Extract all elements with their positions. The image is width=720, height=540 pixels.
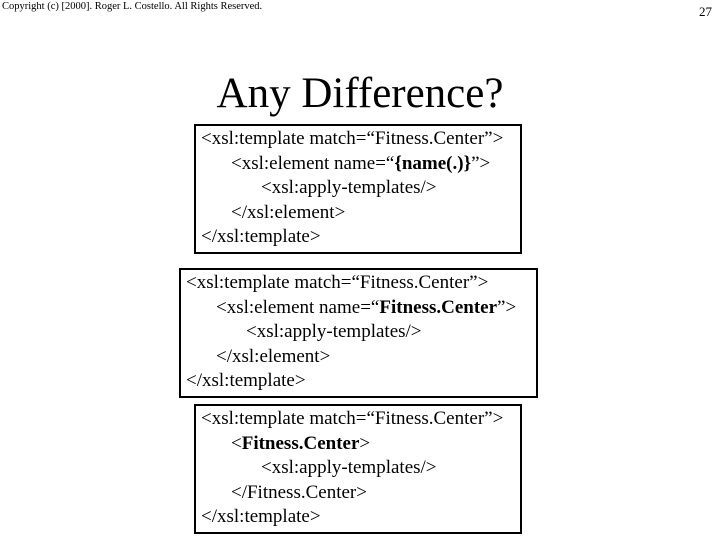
code-line-template-close: </xsl:template>: [186, 370, 306, 391]
code-example-literal-element-name: [179, 268, 538, 398]
code-line-apply-templates: <xsl:apply-templates/>: [246, 321, 422, 342]
code-text-bold: Fitness.Center: [379, 296, 498, 318]
code-text: ”>: [471, 152, 491, 174]
code-text: <: [231, 432, 242, 454]
code-line-template-open: <xsl:template match=“Fitness.Center”>: [186, 272, 489, 293]
code-line-template-open: <xsl:template match=“Fitness.Center”>: [201, 128, 504, 149]
code-text: >: [359, 432, 371, 454]
slide-title: Any Difference?: [216, 70, 504, 117]
code-line-element-open: [201, 432, 520, 457]
code-text-bold: Fitness.Center: [241, 432, 360, 454]
code-line-apply-templates: <xsl:apply-templates/>: [261, 457, 437, 478]
code-line-element-close: </xsl:element>: [216, 345, 331, 367]
code-text-bold: {name(.)}: [394, 152, 472, 174]
code-text: <xsl:element name=“: [216, 296, 380, 318]
page-number: 27: [699, 4, 712, 19]
code-line-apply-templates: <xsl:apply-templates/>: [261, 177, 437, 198]
code-text: <xsl:element name=“: [231, 152, 395, 174]
code-line-template-open: <xsl:template match=“Fitness.Center”>: [201, 408, 504, 429]
copyright-notice: Copyright (c) [2000]. Roger L. Costello. All Rights Reserved.: [2, 1, 263, 12]
code-example-literal-result-element: [194, 404, 522, 534]
code-line-element-close: </xsl:element>: [231, 201, 346, 223]
code-line-template-close: </xsl:template>: [201, 506, 321, 527]
code-line-template-close: </xsl:template>: [201, 226, 321, 247]
code-line-element-close: </Fitness.Center>: [231, 481, 367, 503]
code-line-element-open: [201, 152, 520, 177]
code-line-element-open: [186, 296, 536, 321]
code-example-dynamic-element-name: [194, 124, 522, 254]
code-text: ”>: [497, 296, 517, 318]
